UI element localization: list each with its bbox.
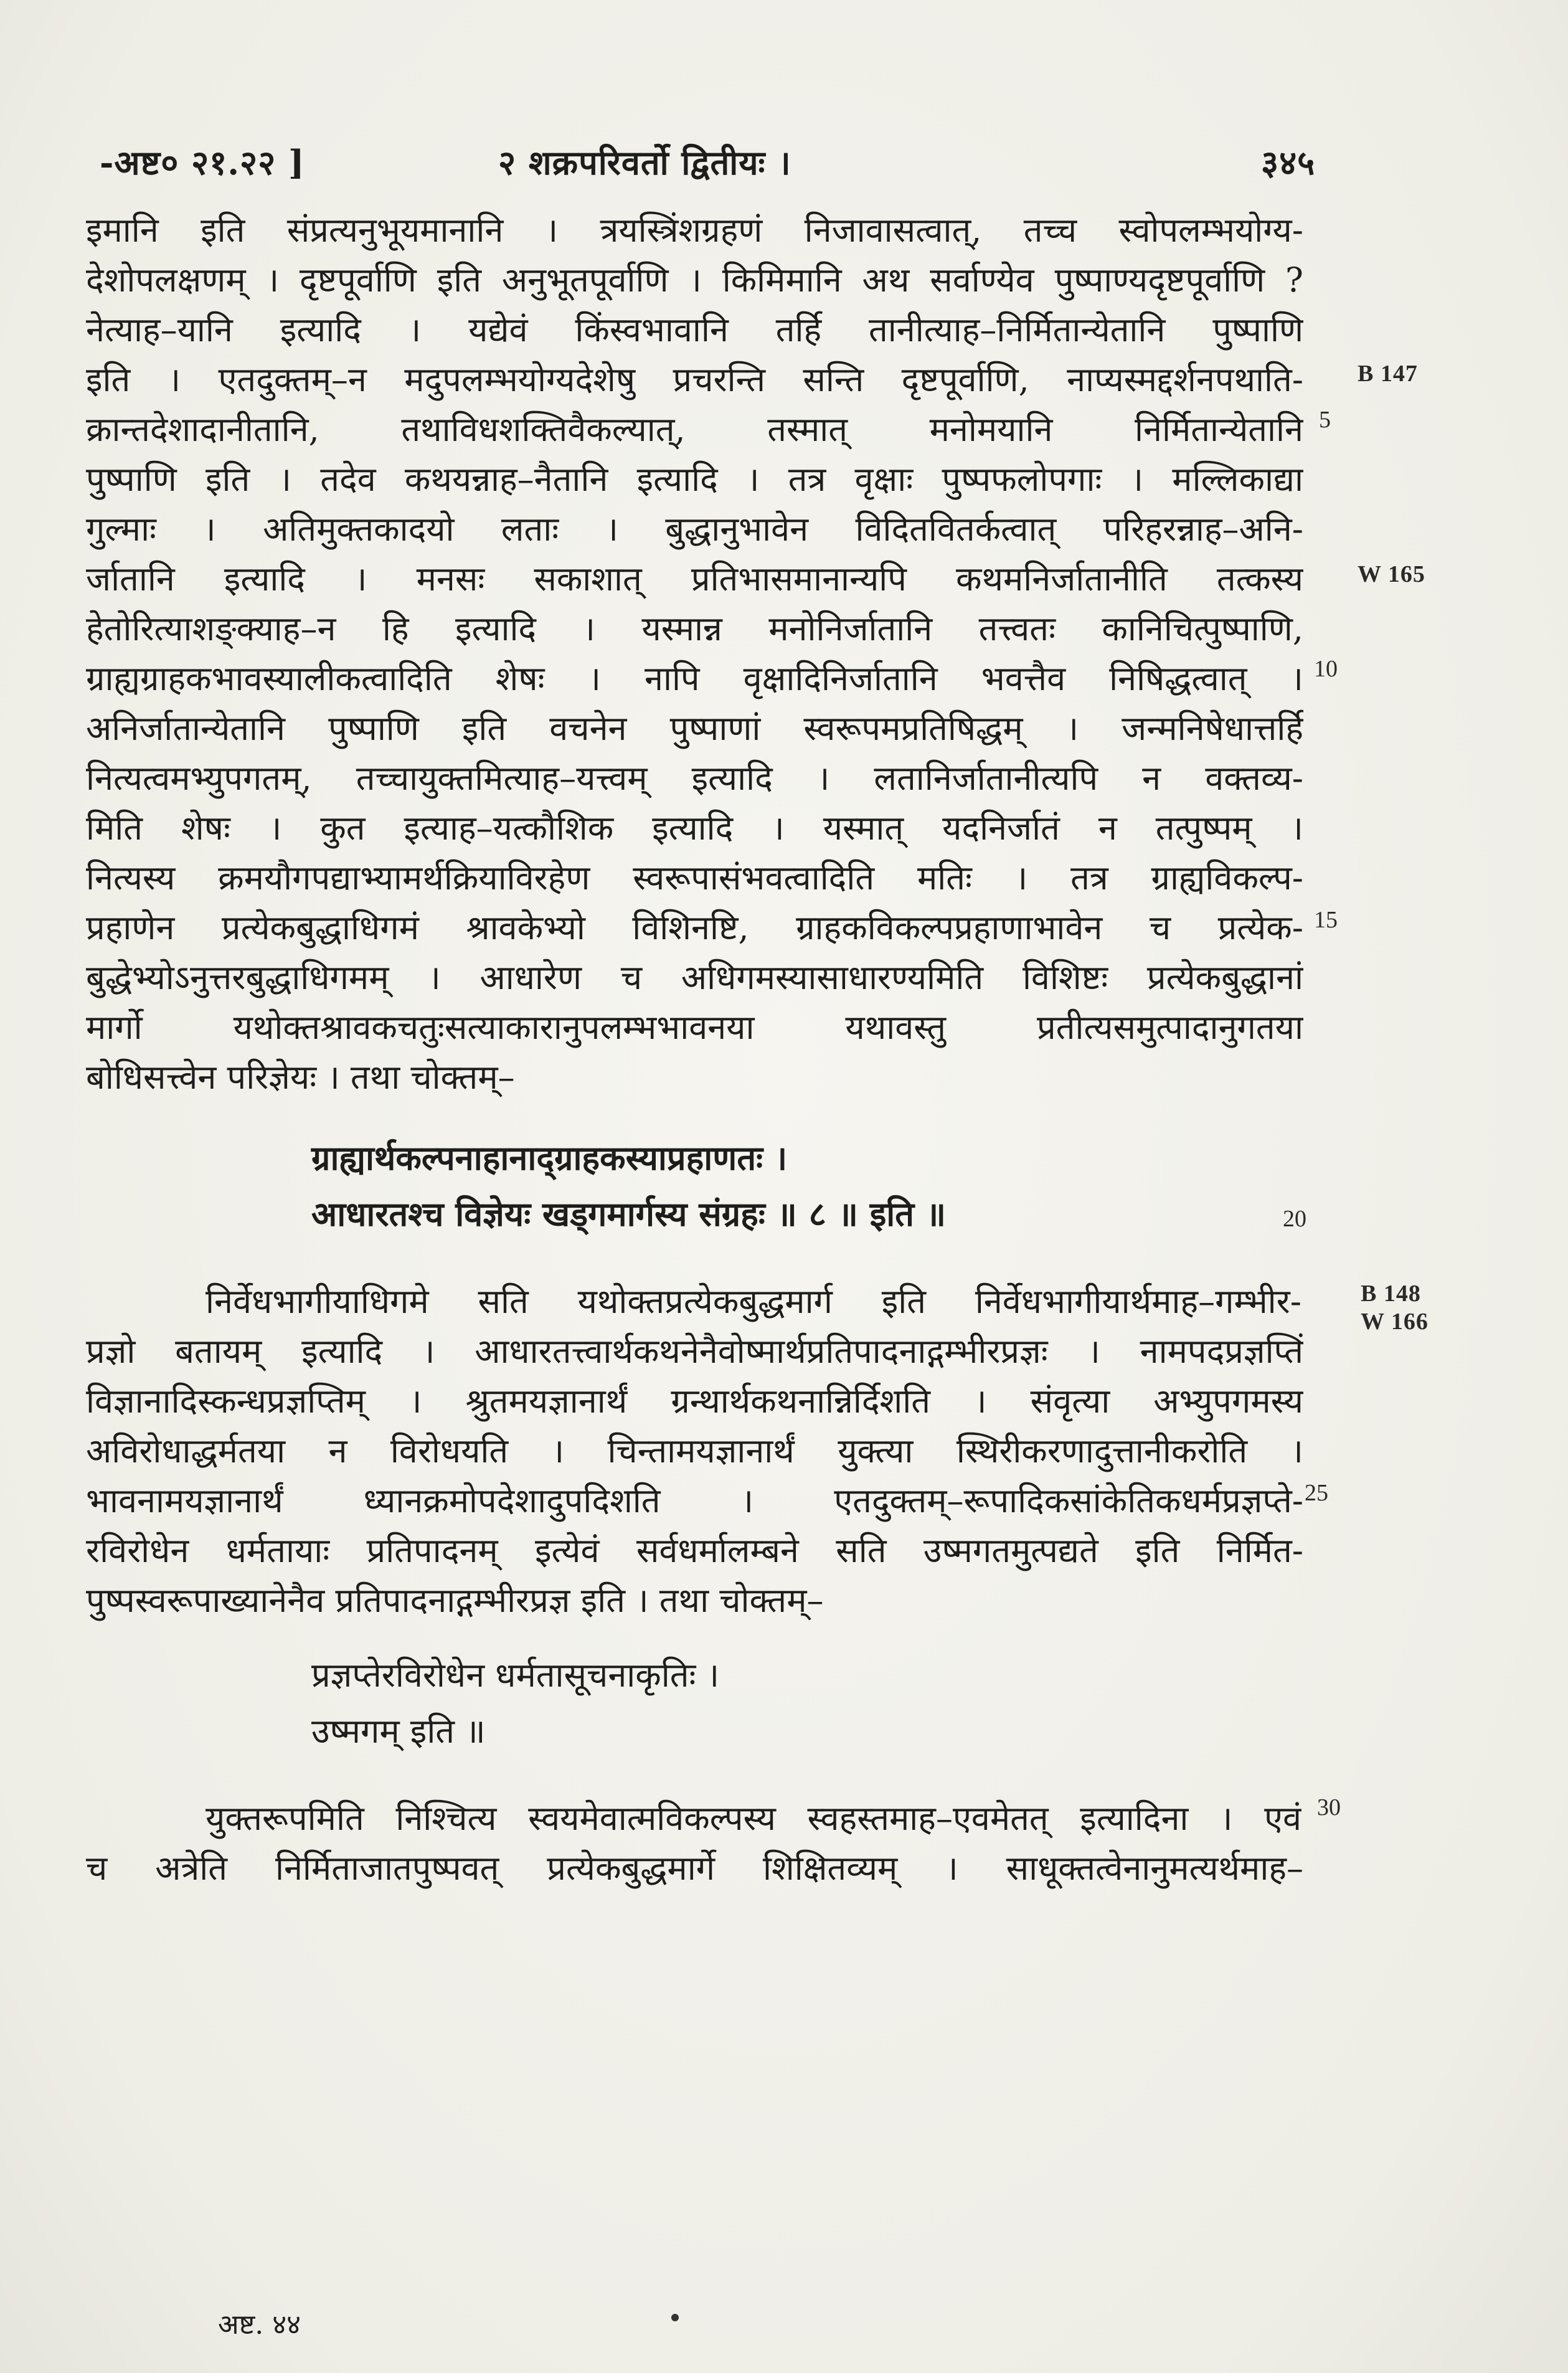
text-line: पुष्पाणि इति । तदेव कथयन्नाह–नैतानि इत्यादि । तत्र वृक्षाः पुष्पफलोपगाः । मल्लिकाद्या: [86, 460, 1303, 499]
text-line: बोधिसत्त्वेन परिज्ञेयः । तथा चोक्तम्–: [86, 1058, 515, 1097]
text-line: नेत्याह–यानि इत्यादि । यद्येवं किंस्वभावानि तर्हि तानीत्याह–निर्मितान्येतानि पुष्पाणि: [86, 310, 1303, 349]
margin-reference: B 147: [1358, 361, 1418, 387]
text-line: पुष्पस्वरूपाख्यानेनैव प्रतिपादनाद्गम्भीरप्रज्ञ इति । तथा चोक्तम्–: [86, 1581, 824, 1620]
margin-reference: W 165: [1358, 561, 1425, 587]
verse-line: आधारतश्च विज्ञेयः खड्गमार्गस्य संग्रहः ॥ ८ ॥ इति ॥: [311, 1194, 947, 1234]
text-line: भावनामयज्ञानार्थं ध्यानक्रमोपदेशादुपदिशति । एतदुक्तम्–रूपादिकसांकेतिकधर्मप्रज्ञप्ते-: [86, 1481, 1303, 1520]
text-line: नित्यस्य क्रमयौगपद्याभ्यामर्थक्रियाविरहेण स्वरूपासंभवत्वादिति मतिः । तत्र ग्राह्यविकल्प-: [86, 858, 1303, 898]
line-number: 20: [1283, 1206, 1306, 1232]
text-line: देशोपलक्षणम् । दृष्टपूर्वाणि इति अनुभूतपूर्वाणि । किमिमानि अथ सर्वाण्येव पुष्पाण्यदृष्टपूर्वाणि ?: [86, 260, 1303, 300]
text-line: इति । एतदुक्तम्–न मदुपलम्भयोग्यदेशेषु प्रचरन्ति सन्ति दृष्टपूर्वाणि, नाप्यस्मद्दर्शनपथाति-: [86, 360, 1303, 399]
text-line: निर्वेधभागीयाधिगमे सति यथोक्तप्रत्येकबुद्धमार्ग इति निर्वेधभागीयार्थमाह–गम्भीर-: [205, 1282, 1301, 1321]
margin-reference: B 148: [1361, 1281, 1421, 1307]
margin-reference: W 166: [1361, 1309, 1429, 1335]
text-line: गुल्माः । अतिमुक्तकादयो लताः । बुद्धानुभावेन विदितवितर्कत्वात् परिहरन्नाह–अनि-: [86, 509, 1303, 549]
page-number: ३४५: [1261, 143, 1316, 182]
text-line: ग्राह्यग्राहकभावस्यालीकत्वादिति शेषः । नापि वृक्षादिनिर्जातानि भवत्तैव निषिद्धत्वात् ।: [86, 659, 1303, 698]
text-line: युक्तरूपमिति निश्चित्य स्वयमेवात्मविकल्पस्य स्वहस्तमाह–एवमेतत् इत्यादिना । एवं: [205, 1799, 1301, 1838]
text-line: अनिर्जातान्येतानि पुष्पाणि इति वचनेन पुष्पाणां स्वरूपमप्रतिषिद्धम् । जन्मनिषेधात्तर्हि: [86, 709, 1303, 748]
text-line: बुद्धेभ्योऽनुत्तरबुद्धाधिगमम् । आधारेण च अधिगमस्यासाधारण्यमिति विशिष्टः प्रत्येकबुद्धानां: [86, 958, 1303, 997]
text-line: मार्गो यथोक्तश्रावकचतुःसत्याकारानुपलम्भभावनया यथावस्तु प्रतीत्यसमुत्पादानुगतया: [86, 1008, 1303, 1047]
text-line: प्रज्ञो बतायम् इत्यादि । आधारतत्त्वार्थकथनेनैवोष्मार्थप्रतिपादनाद्गम्भीरप्रज्ञः । नामपदप्रज्ञप्तिं: [86, 1332, 1303, 1371]
line-number: 30: [1317, 1794, 1341, 1821]
text-line: हेतोरित्याशङ्क्याह–न हि इत्यादि । यस्मान्न मनोनिर्जातानि तत्त्वतः कानिचित्पुष्पाणि,: [86, 609, 1303, 648]
running-head-left: -अष्ट० २१.२२ ]: [100, 143, 305, 182]
text-line: क्रान्तदेशादानीतानि, तथाविधशक्तिवैकल्यात्, तस्मात् मनोमयानि निर्मितान्येतानि: [86, 410, 1303, 449]
text-line: मिति शेषः । कुत इत्याह–यत्कौशिक इत्यादि । यस्मात् यदनिर्जातं न तत्पुष्पम् ।: [86, 808, 1303, 848]
ink-dot: [671, 2314, 679, 2321]
text-line: अविरोधाद्धर्मतया न विरोधयति । चिन्तामयज्ञानार्थं युक्त्या स्थिरीकरणादुत्तानीकरोति ।: [86, 1431, 1303, 1471]
text-line: नित्यत्वमभ्युपगतम्, तच्चायुक्तमित्याह–यत्त्वम् इत्यादि । लतानिर्जातानीत्यपि न वक्तव्य-: [86, 759, 1303, 798]
text-line: च अत्रेति निर्मिताजातपुष्पवत् प्रत्येकबुद्धमार्गे शिक्षितव्यम् । साधूक्तत्वेनानुमत्यर्थमाह–: [86, 1849, 1303, 1888]
signature-mark: अष्ट. ४४: [218, 2309, 301, 2341]
text-line: प्रहाणेन प्रत्येकबुद्धाधिगमं श्रावकेभ्यो विशिनष्टि, ग्राहकविकल्पप्रहाणाभावेन च प्रत्येक-: [86, 908, 1303, 947]
line-number: 5: [1319, 407, 1331, 433]
text-line: इमानि इति संप्रत्यनुभूयमानानि । त्रयस्त्रिंशग्रहणं निजावासत्वात्, तच्च स्वोपलम्भयोग्य-: [86, 211, 1303, 250]
running-head-center: २ शक्रपरिवर्तो द्वितीयः ।: [498, 143, 791, 182]
text-line: रविरोधेन धर्मतायाः प्रतिपादनम् इत्येवं सर्वधर्मालम्बने सति उष्मगतमुत्पद्यते इति निर्मित-: [86, 1531, 1303, 1570]
text-line: र्जातानि इत्यादि । मनसः सकाशात् प्रतिभासमानान्यपि कथमनिर्जातानीति तत्कस्य: [86, 559, 1303, 599]
line-number: 10: [1314, 656, 1338, 682]
text-line: विज्ञानादिस्कन्धप्रज्ञप्तिम् । श्रुतमयज्ञानार्थं ग्रन्थार्थकथनान्निर्दिशति । संवृत्या अभ्युपगमस्य: [86, 1381, 1303, 1421]
line-number: 25: [1305, 1480, 1328, 1506]
line-number: 15: [1314, 907, 1338, 933]
verse-line: उष्मगम् इति ॥: [311, 1712, 486, 1751]
verse-line: प्रज्ञप्तेरविरोधेन धर्मतासूचनाकृतिः ।: [311, 1655, 720, 1695]
verse-line: ग्राह्यार्थकल्पनाहानाद्ग्राहकस्याप्रहाणतः ।: [311, 1138, 788, 1178]
